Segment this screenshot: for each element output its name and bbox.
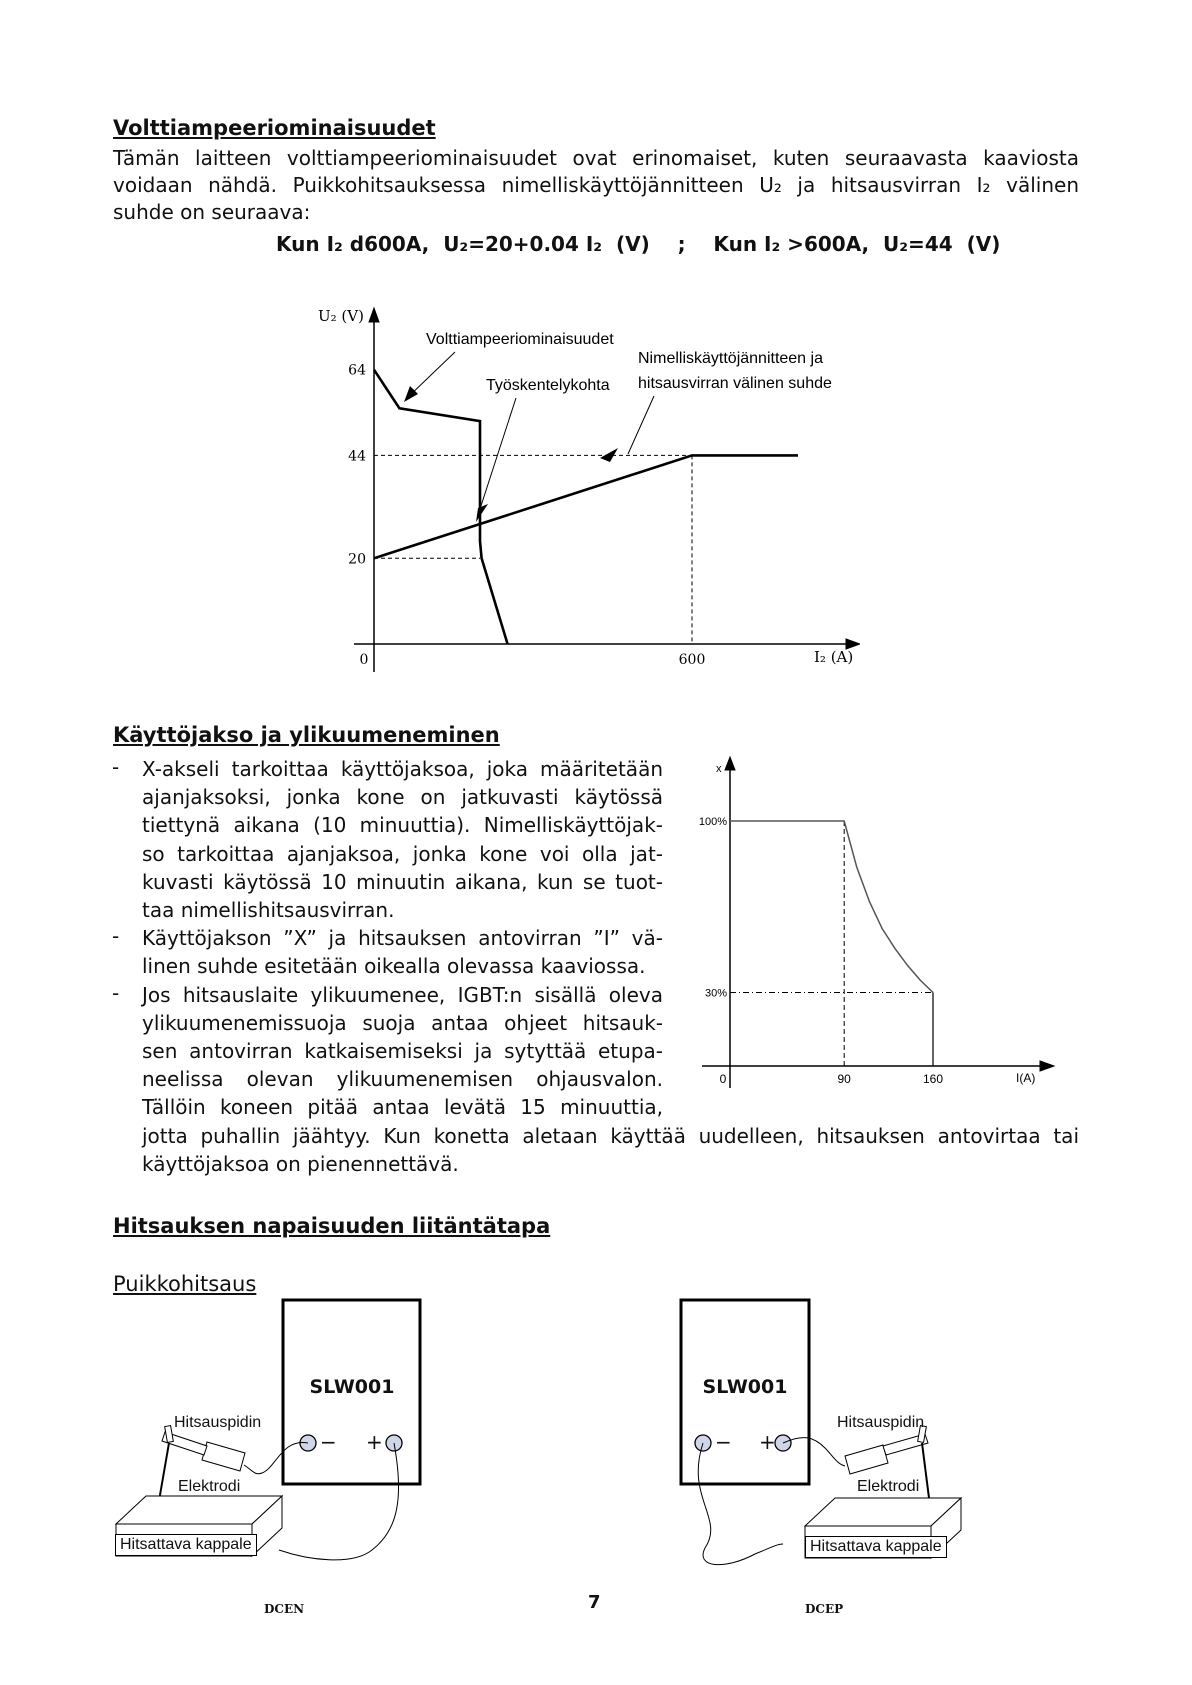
dcen-holder-label: Hitsauspidin (174, 1414, 262, 1431)
bullet-dash: - (112, 924, 120, 949)
bullet-line: kuvasti käytössä 10 minuutin aikana, kun se tuot- (142, 869, 663, 894)
page-number: 7 (588, 1592, 601, 1613)
bullet-dash: - (112, 980, 120, 1005)
dcep-electrode (922, 1443, 929, 1498)
dcep-holder-body (845, 1445, 888, 1474)
dcen-caption: DCEN (264, 1602, 305, 1616)
dcep-minus-sign: − (715, 1430, 732, 1454)
c1-series-1 (374, 370, 508, 644)
dcep-diagram (665, 1298, 965, 1628)
section-heading-polarity: Hitsauksen napaisuuden liitäntätapa (113, 1214, 551, 1238)
c1-annot-rel1: Nimelliskäyttöjännitteen ja (638, 350, 823, 367)
volt-ampere-chart (300, 300, 860, 680)
duty-cycle-chart (680, 750, 1060, 1090)
bullet-line: jotta puhallin jäähtyy. Kun konetta aletaan käyttää uudelleen, hitsauksen antovirtaa tai (142, 1123, 1079, 1148)
c1-xlabel: I₂ (A) (814, 648, 854, 666)
c2-x-arrow (1040, 1061, 1054, 1071)
c1-working-point-arrow (476, 504, 488, 522)
c1-ylabel: U₂ (V) (318, 307, 364, 325)
c1-leader-va (406, 352, 455, 399)
c2-xtick: 160 (922, 1072, 944, 1086)
dcen-workpiece-label: Hitsattava kappale (115, 1534, 257, 1556)
c2-ytick: 30% (704, 987, 727, 1000)
dcen-minus-sign: − (320, 1430, 337, 1454)
bullet-line: neelissa olevan ylikuumenemisen ohjausvalon. (142, 1067, 663, 1092)
bullet-line: X-akseli tarkoittaa käyttöjaksoa, joka määritetään (142, 757, 663, 781)
dcep-holder-label: Hitsauspidin (837, 1414, 925, 1431)
c1-xtick: 0 (359, 652, 369, 668)
c2-xtick: 0 (719, 1072, 727, 1086)
dcen-electrode (160, 1443, 169, 1495)
dcep-caption: DCEP (805, 1602, 844, 1616)
dcep-plus-sign: + (759, 1430, 776, 1454)
c2-y-arrow (725, 757, 735, 770)
c1-y-arrow (369, 308, 379, 322)
bullet-dash: - (112, 755, 120, 779)
c2-ytick: 100% (698, 816, 727, 828)
bullet-line: ylikuumenemissuoja suoja antaa ohjeet hitsauk- (142, 1010, 663, 1035)
dcen-machine-label: SLW001 (309, 1376, 395, 1398)
bullet-line: tiettynä aikana (10 minuuttia). Nimelliskäyttöjak- (142, 813, 663, 838)
dcep-electrode-label: Elektrodi (857, 1478, 920, 1495)
section-heading-volt-ampere: Volttiampeeriominaisuudet (113, 116, 436, 140)
intro-line-1: Tämän laitteen volttiampeeriominaisuudet ovat erinomaiset, kuten seuraavasta kaaviosta (113, 146, 1079, 170)
bullet-line: Tällöin koneen pitää antaa levätä 15 minuuttia, (142, 1095, 663, 1120)
formula: Kun I₂ d600A, U₂=20+0.04 I₂ (V) ; Kun I₂ >600A, U₂=44 (V) (276, 232, 1001, 256)
c1-annot-work: Työskentelykohta (486, 377, 610, 394)
bullet-line: ajanjaksoksi, jonka kone on jatkuvasti käytössä (142, 785, 663, 810)
subheading-stick-welding: Puikkohitsaus (113, 1272, 257, 1296)
c1-annot-rel2: hitsausvirran välinen suhde (638, 375, 832, 392)
c1-series-0 (374, 455, 798, 558)
bullet-line: taa nimellishitsausvirran. (142, 898, 395, 922)
c1-ytick: 44 (348, 448, 366, 465)
intro-line-3: suhde on seuraava: (113, 200, 311, 224)
c2-ylabel: x (716, 763, 722, 775)
c1-ytick: 20 (348, 551, 366, 568)
dcep-machine-label: SLW001 (702, 1376, 788, 1398)
c2-xtick: 90 (837, 1072, 851, 1086)
c2-xlabel: I(A) (1016, 1071, 1036, 1085)
bullet-line: Jos hitsauslaite ylikuumenee, IGBT:n sisällä oleva (142, 982, 663, 1007)
bullet-line: käyttöjaksoa on pienennettävä. (142, 1151, 459, 1176)
c1-leader-rel (628, 396, 654, 454)
c1-annot-va: Volttiampeeriominaisuudet (426, 331, 614, 348)
dcen-plus-sign: + (366, 1430, 383, 1454)
bullet-line: so tarkoittaa ajanjaksoa, jonka kone voi olla jat- (142, 841, 663, 866)
bullet-line: sen antovirran katkaisemiseksi ja sytyttää etupa- (142, 1039, 663, 1063)
bullet-line: Käyttöjakson ”X” ja hitsauksen antovirran ”I” vä- (142, 926, 663, 951)
dcen-holder-body (202, 1442, 245, 1471)
dcep-workpiece-label: Hitsattava kappale (805, 1536, 947, 1558)
c1-xtick: 600 (678, 652, 706, 668)
section-heading-duty-cycle: Käyttöjakso ja ylikuumeneminen (113, 723, 500, 747)
bullet-line: linen suhde esitetään oikealla olevassa kaaviossa. (142, 954, 646, 979)
intro-line-2: voidaan nähdä. Puikkohitsauksessa nimelliskäyttöjännitteen U₂ ja hitsausvirran I₂ välinen (113, 173, 1079, 197)
c1-ytick: 64 (348, 362, 366, 379)
dcen-diagram (112, 1298, 452, 1628)
dcen-electrode-label: Elektrodi (178, 1478, 241, 1495)
c2-series-0 (730, 821, 933, 993)
